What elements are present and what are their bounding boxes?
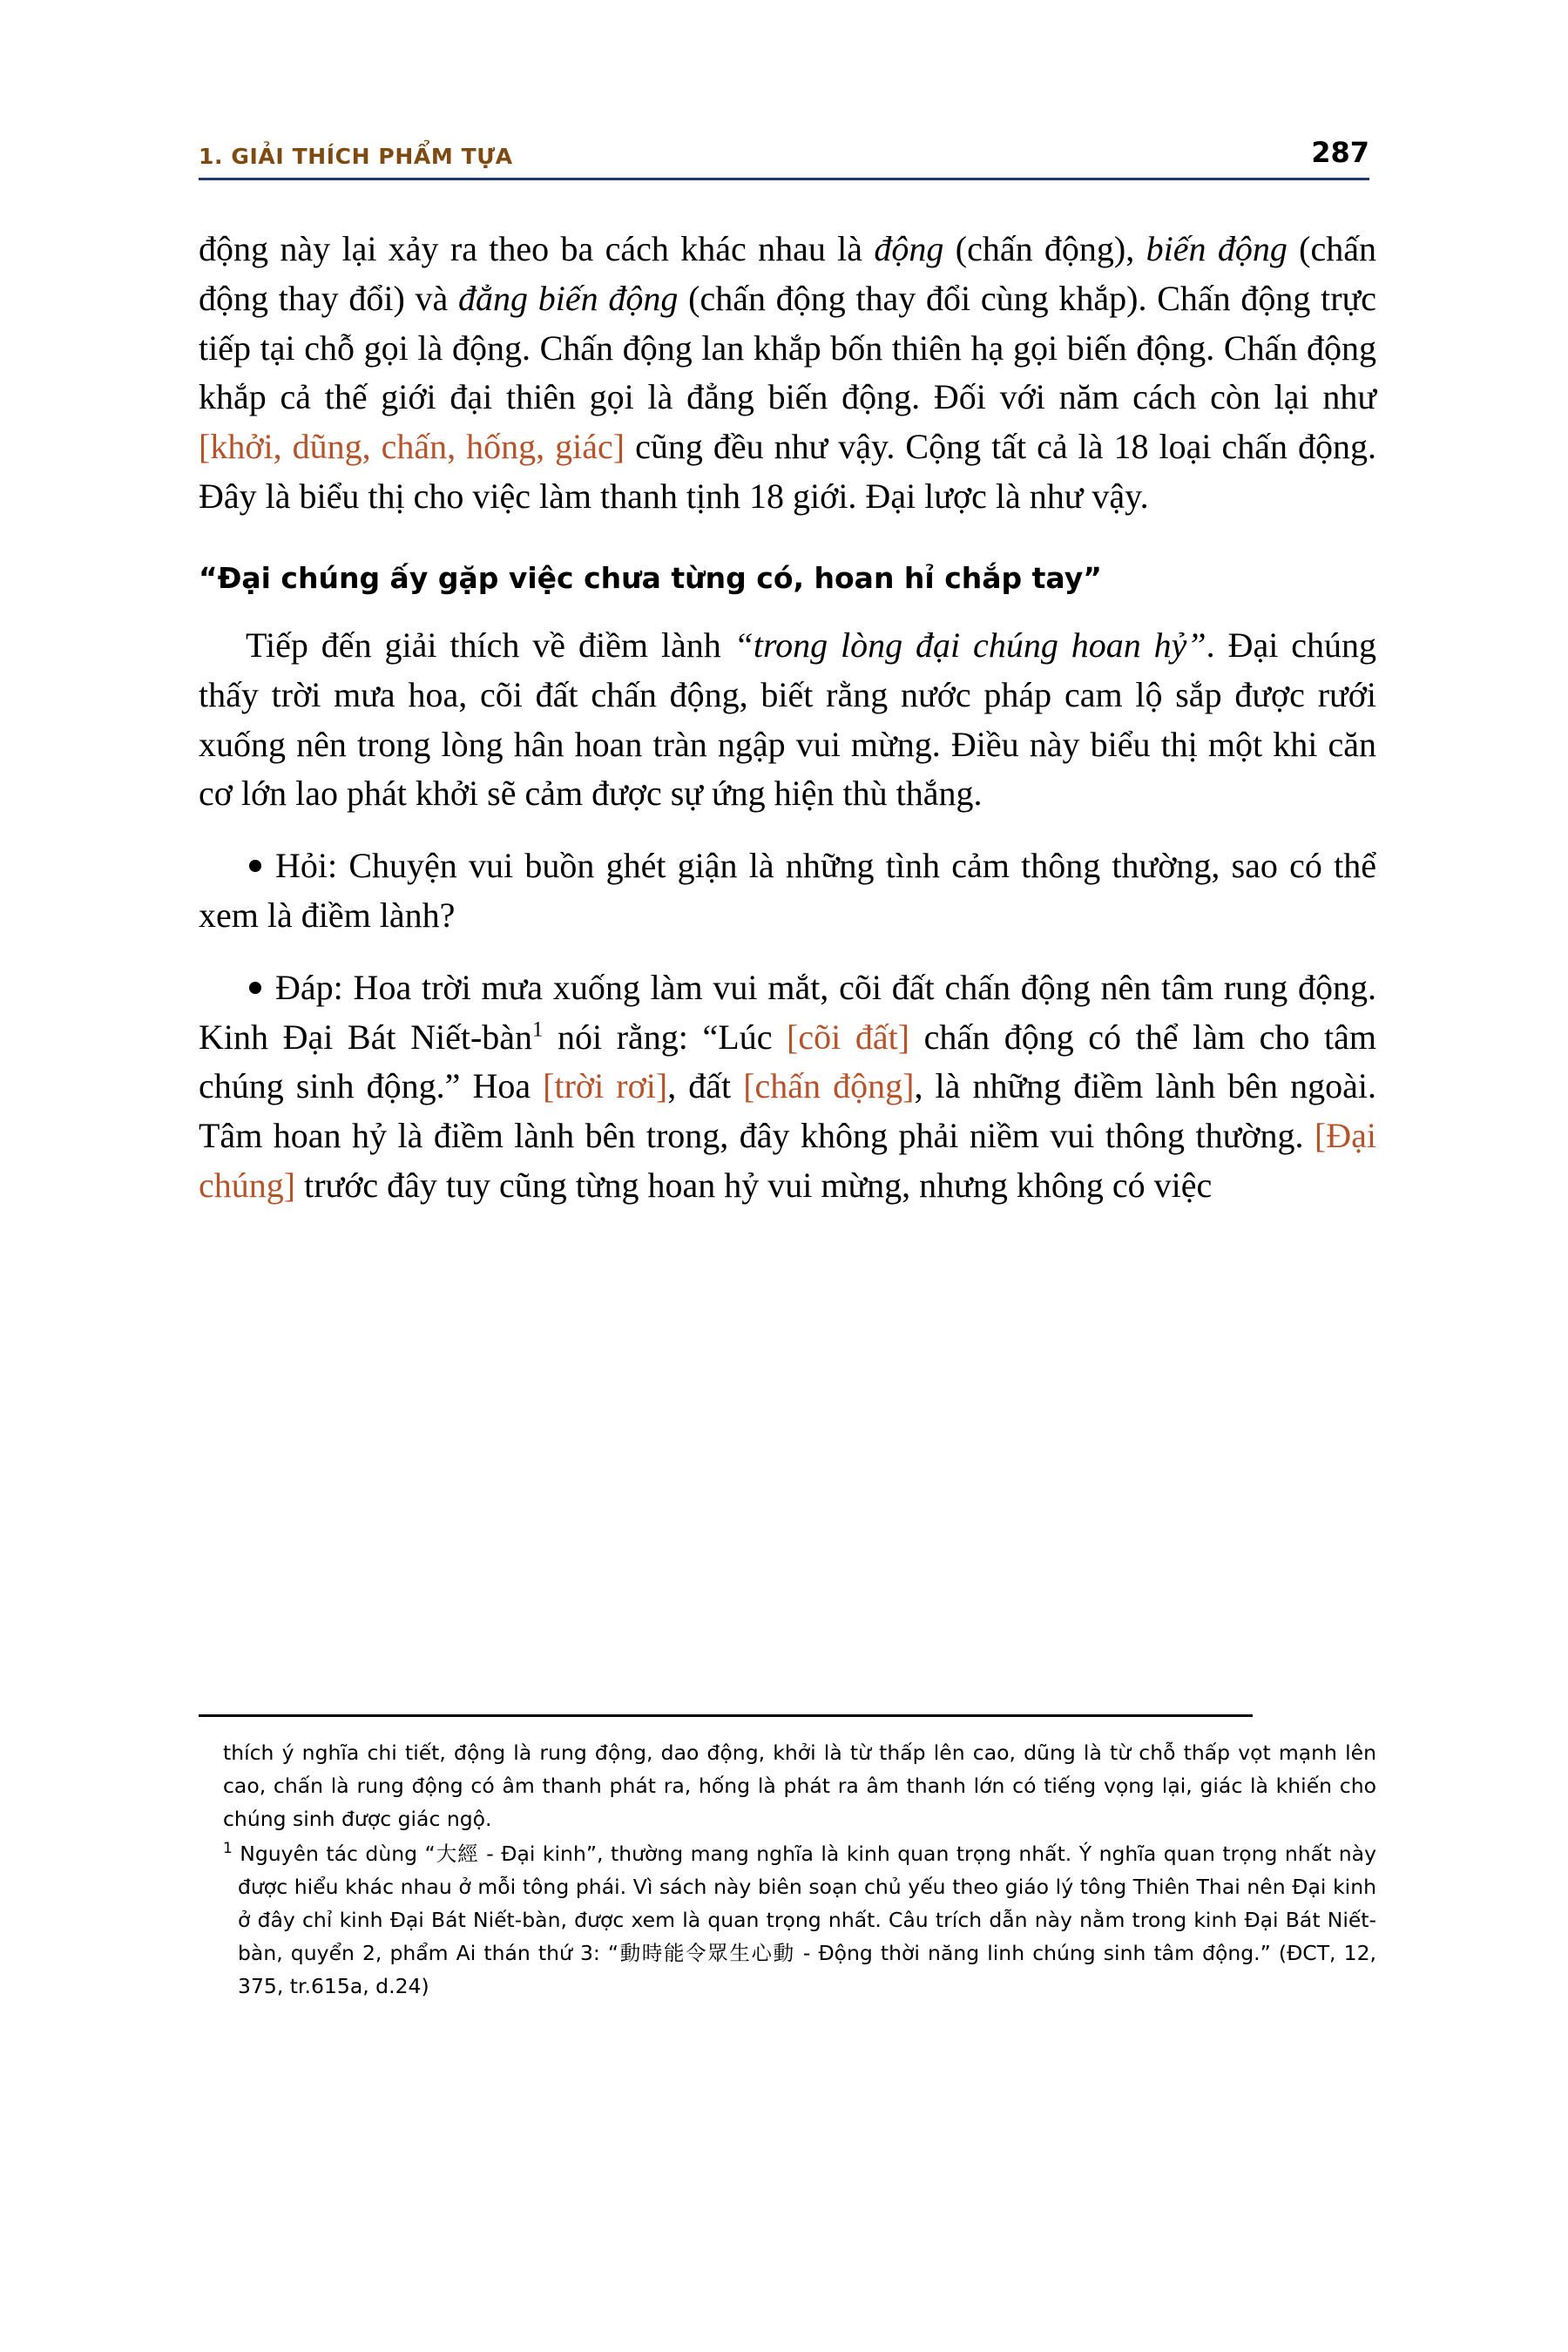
running-header [199,113,1369,180]
footnote-area [199,1714,1376,2004]
footnote-continued: thích ý nghĩa chi tiết, động là rung động, dao động, khởi là từ thấp lên cao, dũng là từ chỗ thấp vọt mạnh lên cao, chấn là rung động có âm thanh phát ra, hống là phát ra âm thanh lớn có tiếng vọng lại, giác là khiến cho chúng sinh được giác ngộ. [223,1740,1376,1832]
p1-seg-d: (chấn động thay đổi cùng khắp). Chấn động trực tiếp tại chỗ gọi là động. Chấn động lan khắp bốn thiên hạ gọi biến động. Chấn động khắp cả thế giới đại thiên gọi là đẳng biến động. Đối với năm cách còn lại như [199,278,1377,417]
p1-seg-e: cũng đều như vậy. Cộng tất cả là 18 loại chấn động. Đây là biểu thị cho việc làm thanh tịnh 18 giới. Đại lược là như vậy. [199,427,1376,516]
p2-seg-b: . Đại chúng thấy trời mưa hoa, cõi đất chấn động, biết rằng nước pháp cam lộ sắp được rưới xuống nên trong lòng hân hoan tràn ngập vui mừng. Điều này biểu thị một khi căn cơ lớn lao phát khởi sẽ cảm được sự ứng hiện thù thắng. [199,625,1376,814]
paragraph-2 [199,621,1376,819]
p4-bracket-2: [trời rơi] [543,1066,668,1106]
p4-seg-e: , là những điềm lành bên ngoài. Tâm hoan hỷ là điềm lành bên trong, đây không phải niềm vui thông thường. [199,1066,1376,1156]
p4-seg-c: chấn động có thể làm cho tâm chúng sinh động.” Hoa [199,1017,1377,1106]
p4-bracket-4: [Đại chúng] [199,1116,1376,1205]
footnote-1 [199,1837,1376,2003]
section-subheading: “Đại chúng ấy gặp việc chưa từng có, hoan hỉ chắp tay” [199,560,1102,595]
fn1-seg-a: Nguyên tác dùng “ [232,1842,436,1867]
p1-seg-c: (chấn động thay đổi) và [199,229,1377,318]
p1-italic-dong: động [874,229,944,268]
footnote-1-marker: 1 [223,1839,233,1857]
fn1-cjk-dai-kinh: 大經 [435,1842,479,1867]
bullet-icon [249,860,261,872]
p1-italic-bien-dong: biến động [1146,229,1288,268]
body-text [199,225,1376,1211]
paragraph-4-answer [199,963,1376,1211]
fn1-seg-c: - Động thời năng linh chúng sinh tâm động.” (ĐCT, 12, 375, tr.615a, d.24) [238,1941,1377,1999]
fn1-cjk-quote: 動時能令眾生心動 [618,1941,795,1966]
running-header-title: 1. GIẢI THÍCH PHẨM TỰA [199,144,513,169]
p4-seg-f: trước đây tuy cũng từng hoan hỷ vui mừng, nhưng không có việc [295,1165,1213,1205]
p4-bracket-3: [chấn động] [743,1066,915,1106]
p4-seg-b: nói rằng: “Lúc [543,1017,787,1057]
fn1-seg-b: - Đại kinh”, thường mang nghĩa là kinh quan trọng nhất. Ý nghĩa quan trọng nhất này được hiểu khác nhau ở mỗi tông phái. Vì sách này biên soạn chủ yếu theo giáo lý tông Thiên Thai nên Đại kinh ở đây chỉ kinh Đại Bát Niết-bàn, được xem là quan trọng nhất. Câu trích dẫn này nằm trong kinh Đại Bát Niết-bàn, quyển 2, phẩm Ai thán thứ 3: “ [238,1842,1376,1966]
p2-seg-a: Tiếp đến giải thích về điềm lành [246,625,734,665]
footnote-reference-1: 1 [532,1017,544,1042]
page-number: 287 [1311,136,1369,169]
p1-bracket-insert: [khởi, dũng, chấn, hống, giác] [199,427,625,467]
footnote-separator-rule [199,1714,1253,1717]
paragraph-1 [199,225,1376,522]
paragraph-3-question [199,841,1376,941]
p3-text: Hỏi: Chuyện vui buồn ghét giận là những tình cảm thông thường, sao có thể xem là điềm lành? [199,846,1376,935]
p1-seg-b: (chấn động), [943,229,1146,268]
p2-italic-quote: “trong lòng đại chúng hoan hỷ” [733,625,1206,665]
p4-bracket-1: [cõi đất] [787,1017,910,1057]
p4-seg-d: , đất [667,1066,744,1106]
p1-seg-a: động này lại xảy ra theo ba cách khác nhau là [199,229,875,268]
p1-italic-dang-bien-dong: đẳng biến động [458,278,679,318]
bullet-icon [249,982,261,994]
p4-seg-a: Đáp: Hoa trời mưa xuống làm vui mắt, cõi đất chấn động nên tâm rung động. Kinh Đại Bát Niết-bàn [199,967,1376,1057]
